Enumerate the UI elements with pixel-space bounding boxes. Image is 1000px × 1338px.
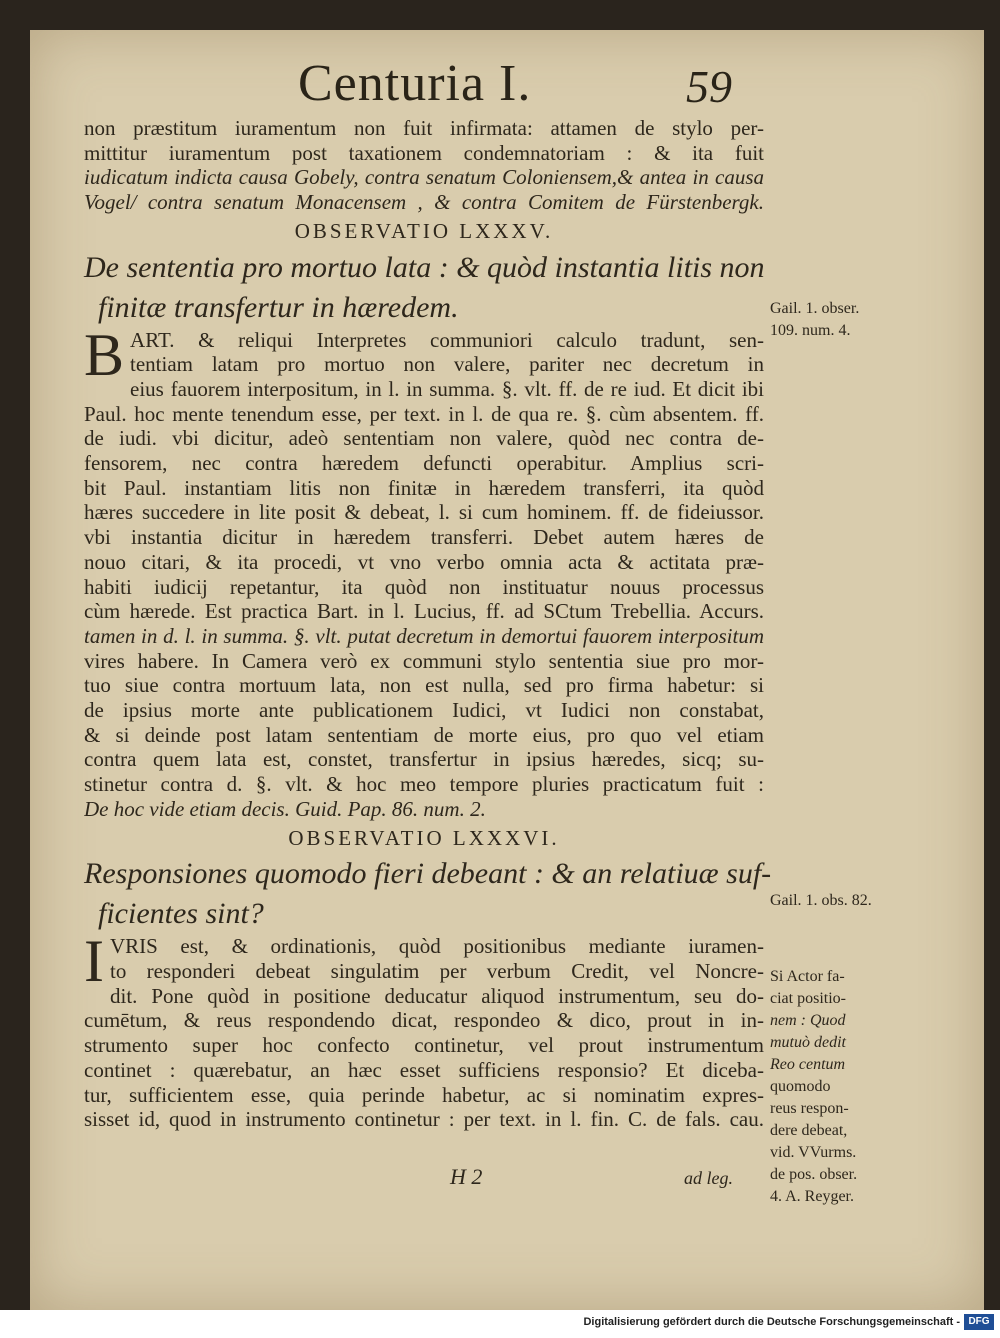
signature-mark: H 2 xyxy=(450,1164,483,1189)
text-line: stinetur contra d. §. vlt. & hoc meo tempore pluries practicatum fuit : xyxy=(84,772,764,797)
text-line: Vogel/ contra senatum Monacensem , & contra Comitem de Fürstenbergk. xyxy=(84,190,764,215)
margin-note-gail-82: Gail. 1. obs. 82. xyxy=(770,892,872,909)
text-line: tuo siue contra mortuum lata, non est nulla, sed pro firma habetur: si xyxy=(84,673,764,698)
observation-lemma: ficientes sint? xyxy=(98,897,264,931)
text-line: fensorem, nec contra hæredem defuncti operabitur. Amplius scri- xyxy=(84,451,764,476)
text-line: mittitur iuramentum post taxationem condemnatoriam : & ita fuit xyxy=(84,140,764,165)
page-number: 59 xyxy=(686,61,732,112)
margin-line: ciat positio- xyxy=(770,990,846,1007)
text-line: tamen in d. l. in summa. §. vlt. putat decretum in demortui fauorem interpositum xyxy=(84,623,764,648)
margin-line: Si Actor fa- xyxy=(770,968,845,985)
margin-line: nem : Quod xyxy=(770,1012,846,1029)
margin-line: de pos. obser. xyxy=(770,1166,858,1183)
observation-paragraph xyxy=(84,321,764,822)
text-line: contra quem lata est, constet, transfertur in ipsius hæredes, sicq; su- xyxy=(84,747,764,772)
text-line: cumētum, & reus respondendo dicat, respondeo & dico, prout in in- xyxy=(84,1008,764,1033)
text-line: sisset id, quod in instrumento continetur : per text. in l. fin. C. de fals. cau. xyxy=(84,1107,764,1132)
text-line: de ipsius morte ante publicationem Iudici, vt Iudici non constabat, xyxy=(84,698,764,723)
drop-cap: I xyxy=(84,928,104,995)
text-line: tur, sufficientem esse, quia perinde habetur, ac si nominatim expres- xyxy=(84,1082,764,1107)
text-line: bit Paul. instantiam litis non finitæ in hæredem transferri, ita quòd xyxy=(84,475,764,500)
text-line: ART. & reliqui Interpretes communiori calculo tradunt, sen- xyxy=(130,327,764,352)
text-line: & si deinde post latam sententiam de morte eius, pro quo vel etiam xyxy=(84,722,764,747)
text-line: VRIS est, & ordinationis, quòd positionibus mediante iuramen- xyxy=(109,934,764,959)
text-line: De hoc vide etiam decis. Guid. Pap. 86. num. 2. xyxy=(84,796,486,821)
text-line: habiti iudicij repetantur, ita quòd non instituatur nouus processus xyxy=(84,574,764,599)
text-line: vires habere. In Camera verò ex communi stylo sententia siue pro mor- xyxy=(84,648,764,673)
text-line: de iudi. vbi dicitur, adeò sententiam non valere, quòd nec contra de- xyxy=(84,426,764,451)
text-line: nouo citari, & ita procedi, vt vno verbo omnia acta & actitata præ- xyxy=(84,549,764,574)
drop-cap: B xyxy=(84,321,125,388)
observation-lemma: Responsiones quomodo fieri debeant : & an relatiuæ suf- xyxy=(84,857,772,891)
margin-note-gail-109: Gail. 1. obser. 109. num. 4. xyxy=(770,300,860,339)
margin-line: 4. A. Reyger. xyxy=(770,1188,854,1205)
text-line: to responderi debeat singulatim per verbum Credit, vel Noncre- xyxy=(109,958,764,983)
page-body xyxy=(84,116,772,1132)
catchword: ad leg. xyxy=(684,1168,733,1188)
dfg-logo-icon: DFG xyxy=(964,1314,994,1330)
text-line: dit. Pone quòd in positione deducatur aliquod instrumentum, seu do- xyxy=(109,983,764,1008)
observation-paragraph xyxy=(84,928,764,1132)
margin-line: mutuò dedit xyxy=(770,1034,846,1051)
margin-line: quomodo xyxy=(770,1078,831,1095)
margin-note-actor xyxy=(770,966,880,1208)
text-line: cùm hærede. Est practica Bart. in l. Lucius, ff. ad SCtum Trebellia. Accurs. xyxy=(84,599,764,624)
observation-lemma: De sententia pro mortuo lata : & quòd instantia litis non xyxy=(84,250,765,284)
digitization-bar xyxy=(0,1310,1000,1338)
text-line: vbi instantia dicitur in hæredem transferri. Debet autem hæres de xyxy=(84,525,764,550)
observation-heading: OBSERVATIO LXXXVI. xyxy=(288,825,560,850)
text-line: non præstitum iuramentum non fuit infirmata: attamen de stylo per- xyxy=(84,116,764,140)
observation-heading: OBSERVATIO LXXXV. xyxy=(294,218,554,243)
margin-line: reus respon- xyxy=(770,1100,849,1117)
text-line: hæres succedere in lite posit & debeat, l. si cum hominem. ff. de fideiussor. xyxy=(84,500,764,525)
digitization-credit: Digitalisierung gefördert durch die Deutsche Forschungsgemeinschaft - xyxy=(583,1316,960,1328)
text-line: Paul. hoc mente tenendum esse, per text. in l. de qua re. §. cùm absentem. ff. xyxy=(84,401,764,426)
text-line: iudicatum indicta causa Gobely, contra senatum Coloniensem,& antea in causa xyxy=(84,165,764,190)
text-line: strumento super hoc confecto continetur, vel prout instrumentum xyxy=(84,1033,764,1058)
observation-lemma: finitæ transfertur in hæredem. xyxy=(98,290,459,324)
text-line: continet : quærebatur, an hæc esset sufficiens responsio? Et diceba- xyxy=(84,1057,764,1082)
text-line: tentiam latam pro mortuo non valere, pariter nec decretum in xyxy=(130,352,764,377)
text-line: eius fauorem interpositum, in l. in summa. §. vlt. ff. de re iud. Et dicit ibi xyxy=(130,376,764,401)
margin-line: dere debeat, xyxy=(770,1122,848,1139)
margin-line: vid. VVurms. xyxy=(770,1144,857,1161)
running-title: Centuria I. xyxy=(298,55,532,112)
margin-line: Reo centum xyxy=(770,1056,846,1073)
